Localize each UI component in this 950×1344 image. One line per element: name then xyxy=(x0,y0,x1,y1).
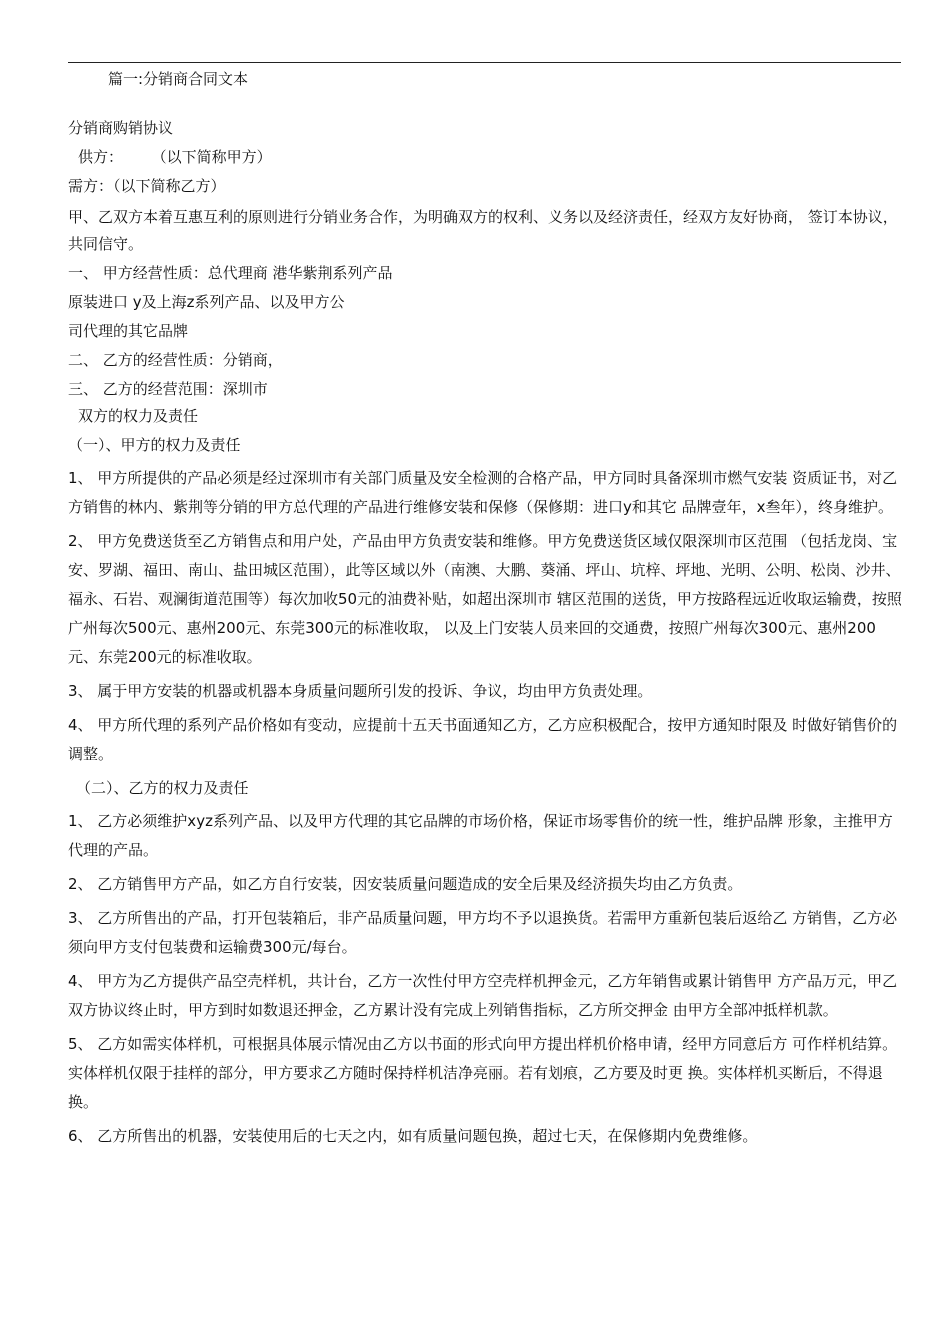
section-b-item-5: 5、 乙方如需实体样机，可根据具体展示情况由乙方以书面的形式向甲方提出样机价格申请，经甲方同意后方 可作样机结算。实体样机仅限于挂样的部分，甲方要求乙方随时保持样机洁净亮丽。若有划痕，乙方要及时更 换。实体样机买断后，不得退换。 xyxy=(68,1035,898,1111)
clause-1-line-1: 一、 甲方经营性质：总代理商 港华紫荆系列产品 xyxy=(68,264,393,282)
section-a-item-4: 4、 甲方所代理的系列产品价格如有变动，应提前十五天书面通知乙方，乙方应积极配合，按甲方通知时限及 时做好销售价的调整。 xyxy=(68,716,898,763)
section-b-item-1: 1、 乙方必须维护xyz系列产品、以及甲方代理的其它品牌的市场价格，保证市场零售价的统一性，维护品牌 形象，主推甲方代理的产品。 xyxy=(68,812,893,859)
clause-1-line-2: 原装进口 y及上海z系列产品、以及甲方公 xyxy=(68,293,345,311)
section-a-item-2: 2、 甲方免费送货至乙方销售点和用户处，产品由甲方负责安装和维修。甲方免费送货区域仅限深圳市区范围 （包括龙岗、宝安、罗湖、福田、南山、盐田城区范围），此等区域以外（南澳、大鹏、葵涌、坪山、坑梓、坪地、光明、公明、松岗、沙井、福永、石岩、观澜街道范围等）每次加收50元的油费补贴，如超出深圳市 辖区范围的送货，甲方按路程远近收取运输费，按照广州每次500元、惠州200元、东莞300元的标准收取， 以及上门安装人员来回的交通费，按照广州每次300元、惠州200元、东莞200元的标准收取。 xyxy=(68,532,902,666)
agreement-title: 分销商购销协议 xyxy=(68,119,174,137)
section-b-title: （二）、乙方的权力及责任 xyxy=(76,779,249,797)
clause-2: 二、 乙方的经营性质：分销商， xyxy=(68,351,283,369)
section-a-item-3: 3、 属于甲方安装的机器或机器本身质量问题所引发的投诉、争议，均由甲方负责处理。 xyxy=(68,682,653,700)
intro-paragraph: 甲、乙双方本着互惠互利的原则进行分销业务合作，为明确双方的权利、义务以及经济责任，经双方友好协商， 签订本协议，共同信守。 xyxy=(68,208,898,253)
buyer-line: 需方：（以下简称乙方） xyxy=(68,177,226,195)
document-body xyxy=(68,66,902,1151)
supplier-line: 供方： （以下简称甲方） xyxy=(78,148,272,166)
clause-1-line-3: 司代理的其它品牌 xyxy=(68,322,189,340)
section-b-item-3: 3、 乙方所售出的产品，打开包装箱后，非产品质量问题，甲方均不予以退换货。若需甲方重新包装后返给乙 方销售，乙方必须向甲方支付包装费和运输费300元/每台。 xyxy=(68,909,898,956)
clause-3: 三、 乙方的经营范围：深圳市 xyxy=(68,380,268,398)
section-a-item-1: 1、 甲方所提供的产品必须是经过深圳市有关部门质量及安全检测的合格产品，甲方同时具备深圳市燃气安装 资质证书，对乙方销售的林内、紫荆等分销的甲方总代理的产品进行维修安装和保修（保修期：进口y和其它 品牌壹年，x叁年），终身维护。 xyxy=(68,469,898,516)
section-a-title: （一）、甲方的权力及责任 xyxy=(68,436,241,454)
section-b-item-2: 2、 乙方销售甲方产品，如乙方自行安装，因安装质量问题造成的安全后果及经济损失均由乙方负责。 xyxy=(68,875,743,893)
section-b-item-4: 4、 甲方为乙方提供产品空壳样机，共计台，乙方一次性付甲方空壳样机押金元，乙方年销售或累计销售甲 方产品万元，甲乙双方协议终止时，甲方到时如数退还押金，乙方累计没有完成上列销售指标，乙方所交押金 由甲方全部冲抵样机款。 xyxy=(68,972,898,1019)
top-rule xyxy=(68,62,901,63)
rights-title: 双方的权力及责任 xyxy=(78,407,199,425)
document-heading: 篇一:分销商合同文本 xyxy=(108,70,249,88)
section-b-item-6: 6、 乙方所售出的机器，安装使用后的七天之内，如有质量问题包换，超过七天，在保修期内免费维修。 xyxy=(68,1127,758,1145)
